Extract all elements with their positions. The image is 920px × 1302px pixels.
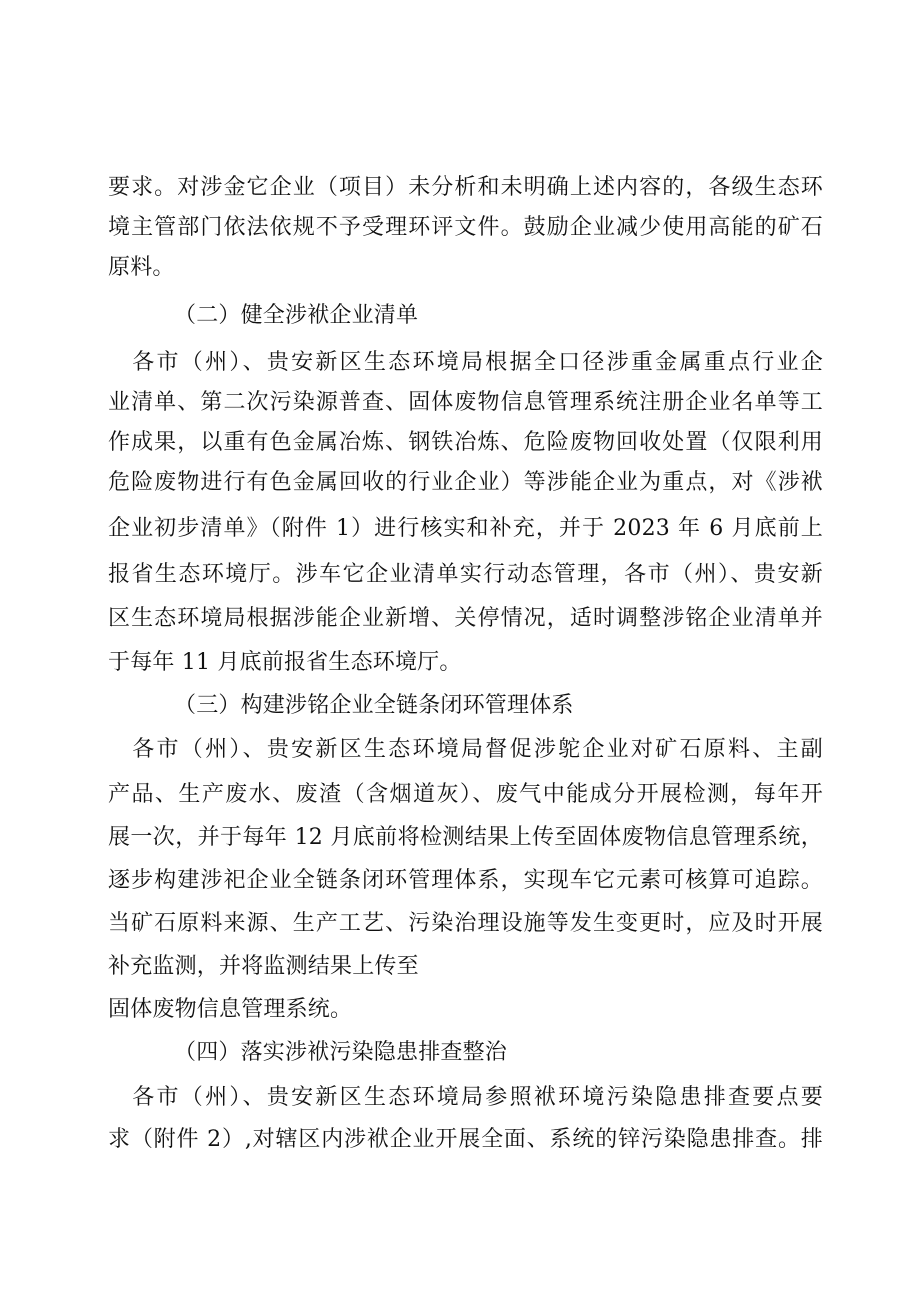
body-text-line: 报省生态环境厅。涉车它企业清单实行动态管理，各市（州）、贵安新 (108, 562, 823, 587)
body-text-line: 要求。对涉金它企业（项目）未分析和未明确上述内容的，各级生态环 (108, 175, 823, 200)
body-text-line: 产品、生产废水、废渣（含烟道灰）、废气中能成分开展检测，每年开 (108, 782, 823, 807)
section-heading-3: （三）构建涉铭企业全链条闭环管理体系 (174, 693, 574, 718)
body-text-line: 各市（州）、贵安新区生态环境局督促涉鸵企业对矿石原料、主副 (108, 737, 823, 762)
body-text-line: 于每年 11 月底前报省生态环境厅。 (108, 650, 462, 675)
section-heading-4: （四）落实涉袱污染隐患排查整治 (174, 1040, 508, 1065)
body-text-line: 各市（州）、贵安新区生态环境局根据全口径涉重金属重点行业企 (108, 350, 823, 375)
body-text-line: 固体废物信息管理系统。 (108, 997, 353, 1022)
body-text-line: 各市（州）、贵安新区生态环境局参照袱环境污染隐患排查要点要 (108, 1085, 823, 1110)
body-text-line: 补充监测，并将监测结果上传至 (108, 954, 419, 979)
body-text-line: 逐步构建涉祀企业全链条闭环管理体系，实现车它元素可核算可追踪。 (108, 868, 823, 893)
body-text-line: 业清单、第二次污染源普查、固体废物信息管理系统注册企业名单等工 (108, 390, 823, 415)
body-text-line: 危险废物进行有色金属回收的行业企业）等涉能企业为重点，对《涉袱 (108, 470, 823, 495)
body-text-line: 原料。 (108, 255, 175, 280)
body-text-line: 作成果，以重有色金属冶炼、钢铁冶炼、危险废物回收处置（仅限利用 (108, 430, 823, 455)
body-text-line: 当矿石原料来源、生产工艺、污染治理设施等发生变更时，应及时开展 (108, 911, 823, 936)
section-heading-2: （二）健全涉袱企业清单 (174, 303, 419, 328)
body-text-line: 境主管部门依法依规不予受理环评文件。鼓励企业减少使用高能的矿石 (108, 215, 823, 240)
body-text-line: 求（附件 2）,对辖区内涉袱企业开展全面、系统的锌污染隐患排查。排 (108, 1127, 823, 1152)
body-text-line: 企业初步清单》（附件 1）进行核实和补充，并于 2023 年 6 月底前上 (108, 516, 823, 541)
body-text-line: 展一次，并于每年 12 月底前将检测结果上传至固体废物信息管理系统， (108, 825, 823, 850)
body-text-line: 区生态环境局根据涉能企业新增、关停情况，适时调整涉铭企业清单并 (108, 606, 823, 631)
